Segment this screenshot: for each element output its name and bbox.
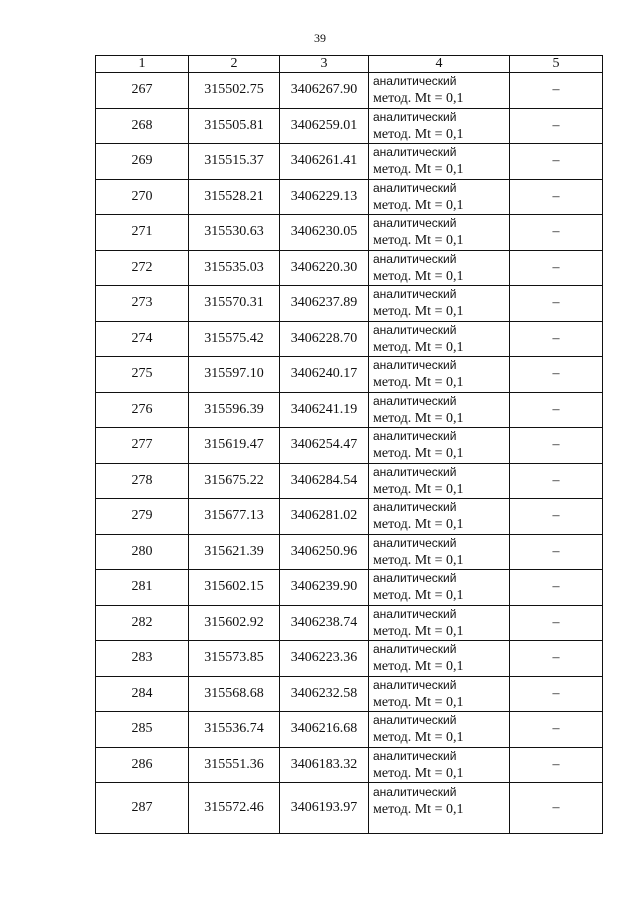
method-accuracy: метод. Mt = 0,1: [373, 268, 464, 284]
x-coordinate-cell: 315675.22: [189, 463, 280, 499]
y-coordinate-cell: 3406229.13: [280, 179, 369, 215]
method-cell: [369, 747, 510, 783]
note-cell: –: [510, 250, 603, 286]
point-number-cell: 285: [96, 712, 189, 748]
y-coordinate-cell: 3406223.36: [280, 641, 369, 677]
note-cell: –: [510, 286, 603, 322]
method-accuracy: метод. Mt = 0,1: [373, 91, 464, 106]
method-accuracy: метод. Mt = 0,1: [373, 375, 464, 390]
method-label: аналитический: [373, 251, 457, 266]
point-number-cell: 268: [96, 108, 189, 144]
point-number-cell: 277: [96, 428, 189, 464]
method-label: аналитический: [373, 606, 457, 621]
column-header: 1: [96, 56, 189, 73]
table-row: [96, 392, 603, 428]
table-row: [96, 641, 603, 677]
method-cell: [369, 570, 510, 606]
method-cell: [369, 428, 510, 464]
method-accuracy: метод. Mt = 0,1: [373, 765, 464, 781]
table-row: [96, 321, 603, 357]
method-accuracy: метод. Mt = 0,1: [373, 623, 464, 639]
table-row: [96, 605, 603, 641]
method-cell: [369, 783, 510, 834]
point-number-cell: 279: [96, 499, 189, 535]
table-row: [96, 712, 603, 748]
method-label: аналитический: [373, 358, 457, 372]
x-coordinate-cell: 315515.37: [189, 144, 280, 180]
method-label: аналитический: [373, 287, 457, 301]
note-cell: –: [510, 215, 603, 251]
point-number-cell: 272: [96, 250, 189, 286]
x-coordinate-cell: 315570.31: [189, 286, 280, 322]
method-accuracy: метод. Mt = 0,1: [373, 446, 464, 461]
y-coordinate-cell: 3406220.30: [280, 250, 369, 286]
table-row: [96, 357, 603, 393]
note-cell: –: [510, 499, 603, 535]
note-cell: –: [510, 428, 603, 464]
point-number-cell: 282: [96, 605, 189, 641]
y-coordinate-cell: 3406267.90: [280, 73, 369, 109]
method-label: аналитический: [373, 464, 457, 479]
method-cell: [369, 499, 510, 535]
point-number-cell: 273: [96, 286, 189, 322]
method-cell: [369, 676, 510, 712]
method-accuracy: метод. Mt = 0,1: [373, 233, 464, 248]
table-row: [96, 499, 603, 535]
method-cell: [369, 144, 510, 180]
y-coordinate-cell: 3406237.89: [280, 286, 369, 322]
point-number-cell: 276: [96, 392, 189, 428]
note-cell: –: [510, 712, 603, 748]
note-cell: –: [510, 534, 603, 570]
point-number-cell: 275: [96, 357, 189, 393]
point-number-cell: 274: [96, 321, 189, 357]
method-cell: [369, 463, 510, 499]
note-cell: –: [510, 783, 603, 834]
method-accuracy: метод. Mt = 0,1: [373, 588, 464, 603]
x-coordinate-cell: 315535.03: [189, 250, 280, 286]
table-row: [96, 144, 603, 180]
note-cell: –: [510, 747, 603, 783]
method-label: аналитический: [373, 785, 457, 799]
table-row: [96, 783, 603, 834]
note-cell: –: [510, 641, 603, 677]
y-coordinate-cell: 3406250.96: [280, 534, 369, 570]
method-label: аналитический: [373, 677, 457, 692]
point-number-cell: 286: [96, 747, 189, 783]
note-cell: –: [510, 463, 603, 499]
note-cell: –: [510, 570, 603, 606]
column-header: 2: [189, 56, 280, 73]
method-accuracy: метод. Mt = 0,1: [373, 552, 464, 568]
x-coordinate-cell: 315596.39: [189, 392, 280, 428]
point-number-cell: 278: [96, 463, 189, 499]
y-coordinate-cell: 3406240.17: [280, 357, 369, 393]
method-cell: [369, 357, 510, 393]
point-number-cell: 269: [96, 144, 189, 180]
method-label: аналитический: [373, 216, 457, 230]
table-row: [96, 215, 603, 251]
table-row: [96, 73, 603, 109]
note-cell: –: [510, 392, 603, 428]
x-coordinate-cell: 315502.75: [189, 73, 280, 109]
method-accuracy: метод. Mt = 0,1: [373, 339, 464, 355]
method-label: аналитический: [373, 109, 457, 124]
note-cell: –: [510, 144, 603, 180]
method-accuracy: метод. Mt = 0,1: [373, 304, 464, 319]
method-accuracy: метод. Mt = 0,1: [373, 659, 464, 674]
x-coordinate-cell: 315530.63: [189, 215, 280, 251]
note-cell: –: [510, 108, 603, 144]
method-cell: [369, 712, 510, 748]
x-coordinate-cell: 315572.46: [189, 783, 280, 834]
method-label: аналитический: [373, 535, 457, 550]
point-number-cell: 267: [96, 73, 189, 109]
page-number: 39: [314, 31, 326, 45]
y-coordinate-cell: 3406284.54: [280, 463, 369, 499]
method-cell: [369, 605, 510, 641]
method-accuracy: метод. Mt = 0,1: [373, 802, 464, 817]
method-label: аналитический: [373, 748, 457, 763]
method-label: аналитический: [373, 642, 457, 656]
point-number-cell: 270: [96, 179, 189, 215]
x-coordinate-cell: 315551.36: [189, 747, 280, 783]
table-row: [96, 676, 603, 712]
table-row: [96, 570, 603, 606]
x-coordinate-cell: 315602.15: [189, 570, 280, 606]
y-coordinate-cell: 3406254.47: [280, 428, 369, 464]
y-coordinate-cell: 3406193.97: [280, 783, 369, 834]
y-coordinate-cell: 3406230.05: [280, 215, 369, 251]
method-label: аналитический: [373, 180, 457, 195]
table-row: [96, 179, 603, 215]
x-coordinate-cell: 315536.74: [189, 712, 280, 748]
table-row: [96, 428, 603, 464]
coordinates-table: [95, 55, 603, 834]
method-cell: [369, 250, 510, 286]
table-row: [96, 747, 603, 783]
note-cell: –: [510, 357, 603, 393]
point-number-cell: 287: [96, 783, 189, 834]
y-coordinate-cell: 3406183.32: [280, 747, 369, 783]
x-coordinate-cell: 315597.10: [189, 357, 280, 393]
table-row: [96, 463, 603, 499]
y-coordinate-cell: 3406241.19: [280, 392, 369, 428]
method-label: аналитический: [373, 145, 457, 159]
y-coordinate-cell: 3406238.74: [280, 605, 369, 641]
x-coordinate-cell: 315575.42: [189, 321, 280, 357]
y-coordinate-cell: 3406261.41: [280, 144, 369, 180]
table-row: [96, 108, 603, 144]
y-coordinate-cell: 3406232.58: [280, 676, 369, 712]
table-header-row: [96, 56, 603, 73]
method-accuracy: метод. Mt = 0,1: [373, 197, 464, 213]
table-row: [96, 286, 603, 322]
method-accuracy: метод. Mt = 0,1: [373, 410, 464, 426]
method-cell: [369, 641, 510, 677]
method-label: аналитический: [373, 429, 457, 443]
x-coordinate-cell: 315573.85: [189, 641, 280, 677]
method-cell: [369, 392, 510, 428]
point-number-cell: 283: [96, 641, 189, 677]
column-header: 5: [510, 56, 603, 73]
method-label: аналитический: [373, 393, 457, 408]
method-cell: [369, 73, 510, 109]
y-coordinate-cell: 3406259.01: [280, 108, 369, 144]
method-cell: [369, 321, 510, 357]
x-coordinate-cell: 315621.39: [189, 534, 280, 570]
method-label: аналитический: [373, 571, 457, 585]
method-cell: [369, 534, 510, 570]
method-accuracy: метод. Mt = 0,1: [373, 694, 464, 710]
method-label: аналитический: [373, 74, 457, 88]
table-body: [96, 73, 603, 834]
method-accuracy: метод. Mt = 0,1: [373, 517, 464, 532]
y-coordinate-cell: 3406281.02: [280, 499, 369, 535]
y-coordinate-cell: 3406216.68: [280, 712, 369, 748]
note-cell: –: [510, 179, 603, 215]
note-cell: –: [510, 605, 603, 641]
method-cell: [369, 286, 510, 322]
x-coordinate-cell: 315528.21: [189, 179, 280, 215]
note-cell: –: [510, 676, 603, 712]
method-label: аналитический: [373, 713, 457, 727]
x-coordinate-cell: 315505.81: [189, 108, 280, 144]
table-row: [96, 250, 603, 286]
method-accuracy: метод. Mt = 0,1: [373, 730, 464, 745]
x-coordinate-cell: 315619.47: [189, 428, 280, 464]
method-accuracy: метод. Mt = 0,1: [373, 162, 464, 177]
x-coordinate-cell: 315568.68: [189, 676, 280, 712]
column-header: 4: [369, 56, 510, 73]
x-coordinate-cell: 315602.92: [189, 605, 280, 641]
y-coordinate-cell: 3406228.70: [280, 321, 369, 357]
point-number-cell: 284: [96, 676, 189, 712]
point-number-cell: 280: [96, 534, 189, 570]
method-label: аналитический: [373, 322, 457, 337]
method-label: аналитический: [373, 500, 457, 514]
point-number-cell: 281: [96, 570, 189, 606]
method-accuracy: метод. Mt = 0,1: [373, 481, 464, 497]
table-row: [96, 534, 603, 570]
y-coordinate-cell: 3406239.90: [280, 570, 369, 606]
x-coordinate-cell: 315677.13: [189, 499, 280, 535]
note-cell: –: [510, 321, 603, 357]
column-header: 3: [280, 56, 369, 73]
method-accuracy: метод. Mt = 0,1: [373, 126, 464, 142]
method-cell: [369, 108, 510, 144]
point-number-cell: 271: [96, 215, 189, 251]
method-cell: [369, 215, 510, 251]
note-cell: –: [510, 73, 603, 109]
method-cell: [369, 179, 510, 215]
